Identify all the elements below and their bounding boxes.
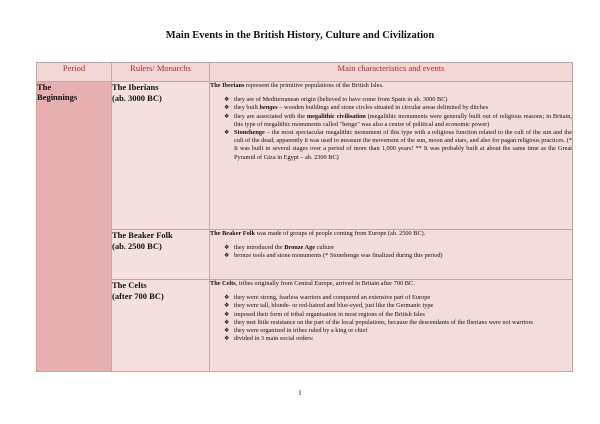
diamond-bullet-icon: ❖ [224,336,230,343]
ruler-celts [112,280,210,372]
diamond-bullet-icon: ❖ [224,311,230,318]
diamond-bullet-icon: ❖ [224,253,230,260]
page-number: 1 [298,389,302,397]
desc-iberians [210,82,573,230]
document-title: Main Events in the British History, Culture and Civilization [165,30,435,41]
period-line-2: Beginnings [37,92,78,102]
diamond-bullet-icon: ❖ [224,245,230,252]
desc-celts [210,280,573,372]
diamond-bullet-icon: ❖ [224,319,230,326]
header-rulers: Rulers/ Monarchs [112,63,210,82]
desc-intro [210,230,572,238]
list-item: ❖ they introduced the Bronze Age culture [224,244,335,252]
bullet-list [210,244,572,260]
list-item: ❖ they met little resistance on the part of the local populations, because the descendants of the Iberians were not warriors [224,318,533,326]
ruler-date: (ab. 3000 BC) [112,93,162,103]
ruler-beaker-folk [112,230,210,280]
intro-bold: The Iberians [210,82,245,89]
table-row [37,82,573,230]
ruler-name: The Beaker Folk [112,230,173,240]
list-item: ❖ they were tall, blonde- or red-haired and blue-eyed, just like the Germanic type [224,302,434,310]
intro-bold: The Celts [210,280,236,287]
diamond-bullet-icon: ❖ [224,328,230,335]
list-item: ❖ they were organized in tribes ruled by a king or chief [224,327,368,335]
intro-text: , tribes originally from Central Europe, arrived in Britain after 700 BC. [235,280,415,287]
period-line-1: The [37,82,52,92]
diamond-bullet-icon: ❖ [224,105,230,112]
history-table [36,62,573,372]
desc-beaker-folk [210,230,573,280]
list-item: ❖ they are of Mediterranean origin (believed to have come from Spain in ab. 3000 BC) [224,96,448,104]
diamond-bullet-icon: ❖ [224,303,230,310]
list-item: ❖ bronze tools and stone monuments (* Stonehenge was finalized during this period) [224,252,443,260]
diamond-bullet-icon: ❖ [224,97,230,104]
table-row [37,280,573,372]
list-item: ❖ Stonehenge – the most spectacular megalithic monument of this type with a religious function related to the cult of the sun and the cult of the dead; apparently it was used to measure the movement of the sun, moon and stars, and also for pagan religious practices. (* It was built in several stages over a period of more than 1,000 years! ** It was probably built at about the same time as the Great Pyramid of Giza in Egypt – ab. 2300 BC) [224,129,573,161]
header-period: Period [37,63,112,82]
period-cell [37,82,112,372]
ruler-name: The Celts [112,280,147,290]
table-row [37,230,573,280]
bullet-list [210,96,572,162]
ruler-iberians [112,82,210,230]
intro-bold: The Beaker Folk [210,230,256,237]
intro-text: was made of groups of people coming from Europe (ab. 2500 BC). [255,230,426,237]
list-item: ❖ they are associated with the megalithic civilisation (megalithic monuments were generally built out of religious reasons; in Britain, this type of megalithic monuments called "henge" was also a centre of political and economic power) [224,112,572,128]
desc-intro [210,82,572,90]
table-header-row [37,63,573,82]
bullet-list [210,294,572,343]
list-item: ❖ imposed their form of tribal organisation in most regions of the British Isles [224,310,425,318]
ruler-date: (ab. 2500 BC) [112,241,162,251]
diamond-bullet-icon: ❖ [224,113,230,120]
list-item: ❖ they built henges – wooden buildings and stone circles situated in circular areas delimited by ditches [224,104,489,112]
list-item: ❖ they were strong, fearless warriors and conquered an extensive part of Europe [224,294,431,302]
ruler-name: The Iberians [112,82,159,92]
ruler-date: (after 700 BC) [112,291,164,301]
intro-text: represent the primitive populations of the British Isles. [244,82,384,89]
diamond-bullet-icon: ❖ [224,295,230,302]
header-main: Main characteristics and events [210,63,573,82]
diamond-bullet-icon: ❖ [224,130,230,137]
desc-intro [210,280,572,288]
list-item: ❖ divided in 3 main social orders: [224,335,314,343]
